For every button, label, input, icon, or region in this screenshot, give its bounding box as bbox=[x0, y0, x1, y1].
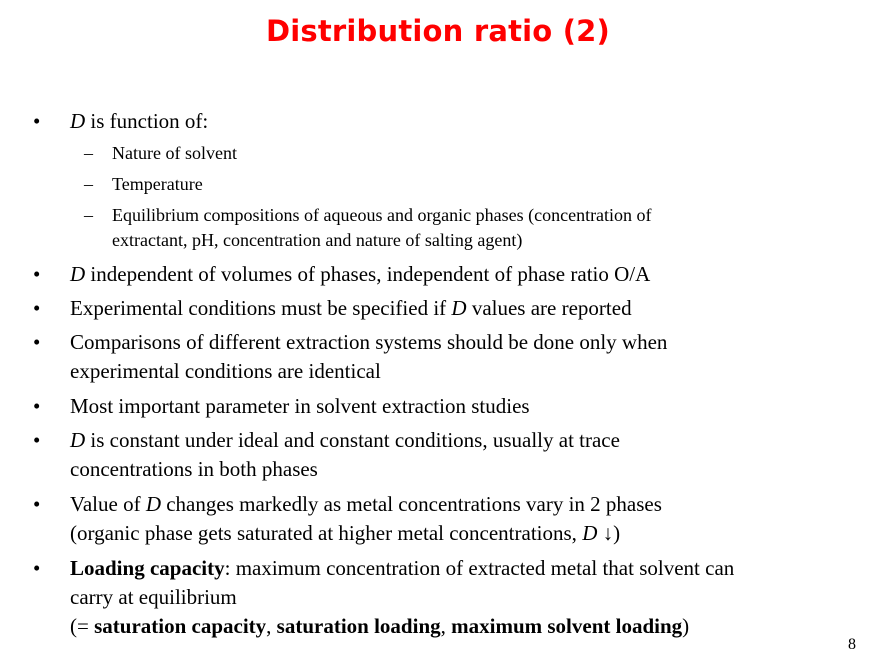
variable-d: D bbox=[145, 492, 161, 516]
bullet-text-line2: experimental conditions are identical bbox=[70, 359, 381, 383]
separator: , bbox=[266, 614, 277, 638]
variable-d: D bbox=[582, 521, 598, 545]
bullet-text-line2: concentrations in both phases bbox=[70, 457, 318, 481]
sub-bullet-text-line2: extractant, pH, concentration and nature of salting agent) bbox=[112, 230, 523, 250]
bullet-glyph: • bbox=[33, 556, 41, 580]
bullet-glyph: • bbox=[33, 296, 41, 320]
down-arrow-icon: ↓) bbox=[597, 521, 621, 545]
bullet-text-post: values are reported bbox=[466, 296, 632, 320]
sub-bullet-text-line1: Equilibrium compositions of aqueous and organic phases (concentration of bbox=[112, 205, 652, 225]
variable-d: D bbox=[70, 109, 86, 133]
sub-bullet-text: Temperature bbox=[112, 174, 203, 194]
bullet-d-constant bbox=[33, 426, 850, 484]
bullet-glyph: • bbox=[33, 428, 41, 452]
bullet-glyph: • bbox=[33, 394, 41, 418]
bullet-text-line2: carry at equilibrium bbox=[70, 585, 237, 609]
bullet-glyph: • bbox=[33, 330, 41, 354]
paren-close: ) bbox=[682, 614, 690, 638]
sub-bullet-temperature bbox=[84, 172, 812, 197]
term-saturation-loading: saturation loading bbox=[276, 614, 441, 638]
bullet-conditions-specified bbox=[33, 294, 850, 323]
bullet-glyph: • bbox=[33, 492, 41, 516]
bullet-loading-capacity bbox=[33, 554, 850, 641]
variable-d: D bbox=[70, 428, 86, 452]
bullet-text-post: changes markedly as metal concentrations vary in 2 phases bbox=[160, 492, 662, 516]
dash-glyph: – bbox=[84, 174, 93, 194]
dash-glyph: – bbox=[84, 205, 93, 225]
bullet-glyph: • bbox=[33, 262, 41, 286]
slide-title: Distribution ratio (2) bbox=[265, 14, 611, 48]
page-number: 8 bbox=[848, 636, 856, 653]
term-maximum-solvent-loading: maximum solvent loading bbox=[451, 614, 683, 638]
paren-open: (= bbox=[70, 614, 95, 638]
bullet-text: independent of volumes of phases, independent of phase ratio O/A bbox=[85, 262, 651, 286]
bullet-text: Most important parameter in solvent extraction studies bbox=[70, 394, 530, 418]
bullet-text-pre: Experimental conditions must be specified if bbox=[70, 296, 452, 320]
bullet-text-line1: is constant under ideal and constant conditions, usually at trace bbox=[85, 428, 620, 452]
bullet-text-line1: : maximum concentration of extracted metal that solvent can bbox=[224, 556, 735, 580]
bullet-d-function bbox=[33, 107, 850, 136]
dash-glyph: – bbox=[84, 143, 93, 163]
separator: , bbox=[440, 614, 452, 638]
variable-d: D bbox=[70, 262, 86, 286]
term-saturation-capacity: saturation capacity bbox=[94, 614, 267, 638]
sub-bullet-equilibrium bbox=[84, 203, 812, 253]
sub-bullet-solvent bbox=[84, 141, 812, 166]
bullet-text-line1: Comparisons of different extraction systems should be done only when bbox=[70, 330, 668, 354]
bullet-text: is function of: bbox=[85, 109, 209, 133]
bullet-value-changes bbox=[33, 490, 850, 548]
sub-bullet-text: Nature of solvent bbox=[112, 143, 237, 163]
bullet-text-pre: Value of bbox=[70, 492, 146, 516]
term-loading-capacity: Loading capacity bbox=[70, 556, 225, 580]
bullet-important-parameter bbox=[33, 392, 850, 421]
bullet-glyph: • bbox=[33, 109, 41, 133]
bullet-d-independent bbox=[33, 260, 850, 289]
bullet-text-line2: (organic phase gets saturated at higher metal concentrations, bbox=[70, 521, 583, 545]
variable-d: D bbox=[451, 296, 467, 320]
bullet-comparisons bbox=[33, 328, 850, 386]
